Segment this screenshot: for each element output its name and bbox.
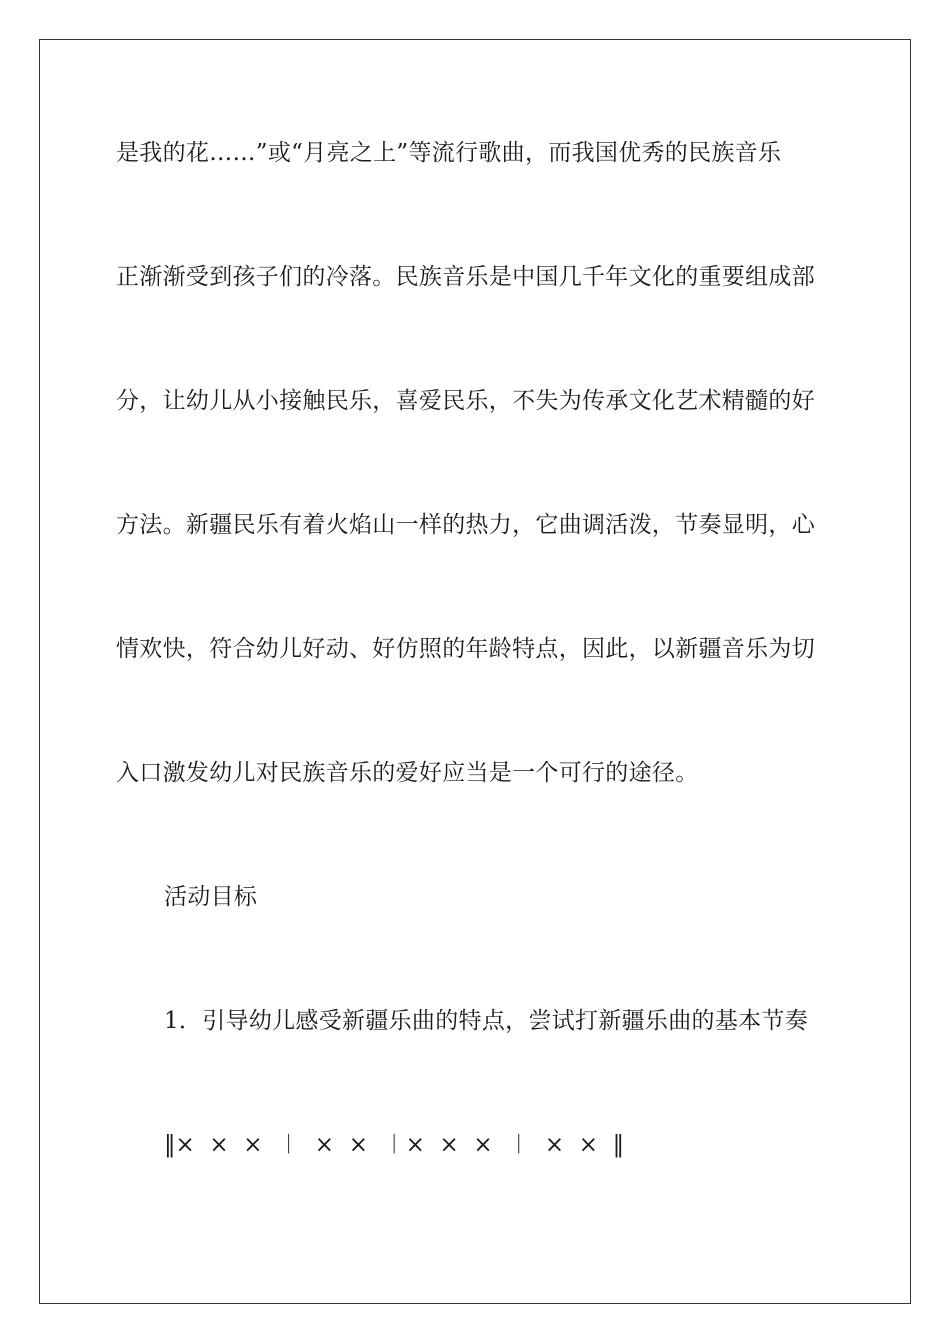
goal-item-1: 1．引导幼儿感受新疆乐曲的特点，尝试打新疆乐曲的基本节奏 [164, 1008, 809, 1034]
paragraph-line-2: 正渐渐受到孩子们的冷落。民族音乐是中国几千年文化的重要组成部 [116, 264, 815, 290]
paragraph-line-4: 方法。新疆民乐有着火焰山一样的热力，它曲调活泼，节奏显明，心 [116, 512, 815, 538]
paragraph-line-5: 情欢快，符合幼儿好动、好仿照的年龄特点，因此，以新疆音乐为切 [116, 636, 815, 662]
paragraph-line-6: 入口激发幼儿对民族音乐的爱好应当是一个可行的途径。 [116, 760, 699, 786]
page-border [39, 39, 911, 1304]
rhythm-notation: ‖× × × ︱ × × ︱× × × ︱ × × ‖ [164, 1132, 625, 1158]
paragraph-line-3: 分，让幼儿从小接触民乐，喜爱民乐，不失为传承文化艺术精髓的好 [116, 388, 815, 414]
section-heading: 活动目标 [164, 884, 258, 910]
paragraph-line-1: 是我的花……”或“月亮之上”等流行歌曲，而我国优秀的民族音乐 [116, 140, 782, 166]
